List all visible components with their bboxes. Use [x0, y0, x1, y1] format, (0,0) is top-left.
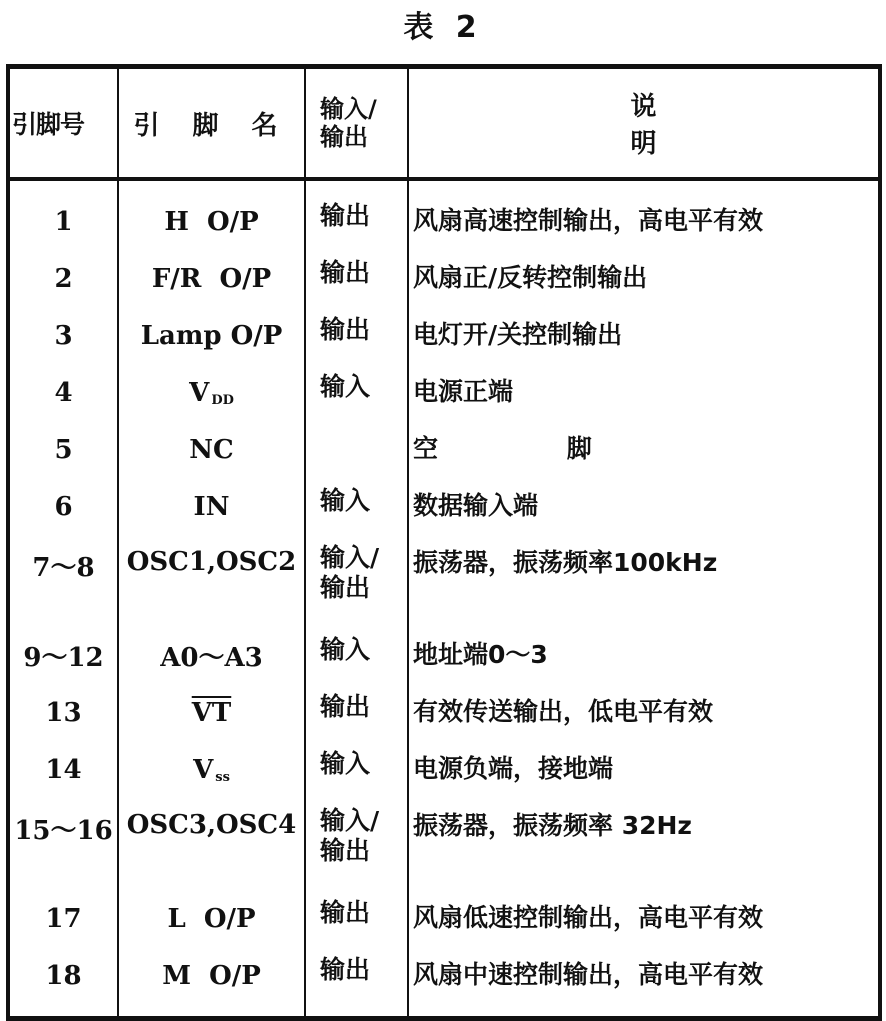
pin-name-overlined: $\overline{VT}$: [191, 697, 232, 728]
pin-description: 空 脚: [413, 434, 652, 463]
pin-name-main: V: [193, 754, 214, 785]
pin-name-main: V: [189, 377, 210, 408]
pin-number: 5: [10, 421, 118, 478]
pin-name: F/R O/P: [118, 250, 305, 307]
table-row: [10, 307, 878, 364]
pin-number: 1: [10, 179, 118, 250]
pin-number: 6: [10, 478, 118, 535]
pin-io: 输出: [305, 179, 408, 250]
pin-io: [305, 421, 408, 478]
pin-description: 风扇中速控制输出，高电平有效: [413, 960, 764, 989]
pin-name-subscript: DD: [211, 392, 234, 408]
table-row: [10, 364, 878, 421]
header-pin-number: 引脚号: [10, 69, 118, 179]
table-row: [10, 947, 878, 1016]
pin-description: 电源正端: [413, 377, 514, 406]
pin-description: 地址端0～3: [413, 640, 548, 669]
pin-number: 7～8: [10, 535, 118, 627]
table-row: [10, 250, 878, 307]
pin-number: 2: [10, 250, 118, 307]
header-io-line1: 输入/: [320, 95, 377, 123]
pin-io: 输入: [305, 627, 408, 684]
pin-io-line2: 输出: [320, 836, 371, 865]
pin-io: 输出: [305, 947, 408, 1016]
pin-io-line2: 输出: [320, 573, 371, 602]
pin-number: 4: [10, 364, 118, 421]
table-row: [10, 741, 878, 798]
pin-table: [6, 64, 882, 1021]
pin-io-line1: 输入/: [320, 543, 380, 572]
pin-io: [305, 798, 408, 890]
pin-name: OSC1,OSC2: [118, 535, 305, 627]
table-title: 表 2: [403, 10, 483, 45]
pin-number: 9～12: [10, 627, 118, 684]
table-row: [10, 798, 878, 890]
pin-number: 14: [10, 741, 118, 798]
pin-name: A0～A3: [118, 627, 305, 684]
pin-io: 输入: [305, 741, 408, 798]
table-row: [10, 890, 878, 947]
header-row: [10, 69, 878, 179]
pin-io: 输出: [305, 250, 408, 307]
pin-number: 3: [10, 307, 118, 364]
pin-name: [118, 364, 305, 421]
pin-name: H O/P: [118, 179, 305, 250]
header-pin-name: 引 脚 名: [118, 69, 305, 179]
pin-io-line1: 输入/: [320, 806, 380, 835]
table-row: [10, 478, 878, 535]
table-row: [10, 684, 878, 741]
pin-description: 有效传送输出，低电平有效: [413, 697, 714, 726]
pin-description: 风扇低速控制输出，高电平有效: [413, 903, 764, 932]
pin-io: 输出: [305, 684, 408, 741]
pin-description: 振荡器，振荡频率100kHz: [413, 548, 718, 577]
pin-name: M O/P: [118, 947, 305, 1016]
table-row: [10, 627, 878, 684]
pin-description: 电源负端，接地端: [413, 754, 614, 783]
pin-name: OSC3,OSC4: [118, 798, 305, 890]
table-row: [10, 179, 878, 250]
pin-number: 13: [10, 684, 118, 741]
pin-io: 输出: [305, 307, 408, 364]
header-description: 说明: [408, 69, 878, 179]
header-io: [305, 69, 408, 179]
pin-name: [118, 741, 305, 798]
pin-io: 输出: [305, 890, 408, 947]
pin-name: IN: [118, 478, 305, 535]
table-row: [10, 535, 878, 627]
pin-number: 18: [10, 947, 118, 1016]
pin-description: 振荡器，振荡频率 32Hz: [413, 811, 692, 840]
pin-number: 17: [10, 890, 118, 947]
pin-name-subscript: ss: [215, 769, 230, 785]
pin-number: 15～16: [10, 798, 118, 890]
pin-name: [118, 684, 305, 741]
table-row: [10, 421, 878, 478]
pin-name: Lamp O/P: [118, 307, 305, 364]
pin-description: 数据输入端: [413, 491, 539, 520]
pin-description: 风扇正/反转控制输出: [413, 263, 648, 292]
pin-name: L O/P: [118, 890, 305, 947]
pin-io: 输入: [305, 364, 408, 421]
pin-description: 风扇高速控制输出，高电平有效: [413, 206, 764, 235]
header-io-line2: 输出: [320, 123, 368, 151]
pin-io: 输入: [305, 478, 408, 535]
pin-description: 电灯开/关控制输出: [413, 320, 623, 349]
pin-io: [305, 535, 408, 627]
pin-name: NC: [118, 421, 305, 478]
